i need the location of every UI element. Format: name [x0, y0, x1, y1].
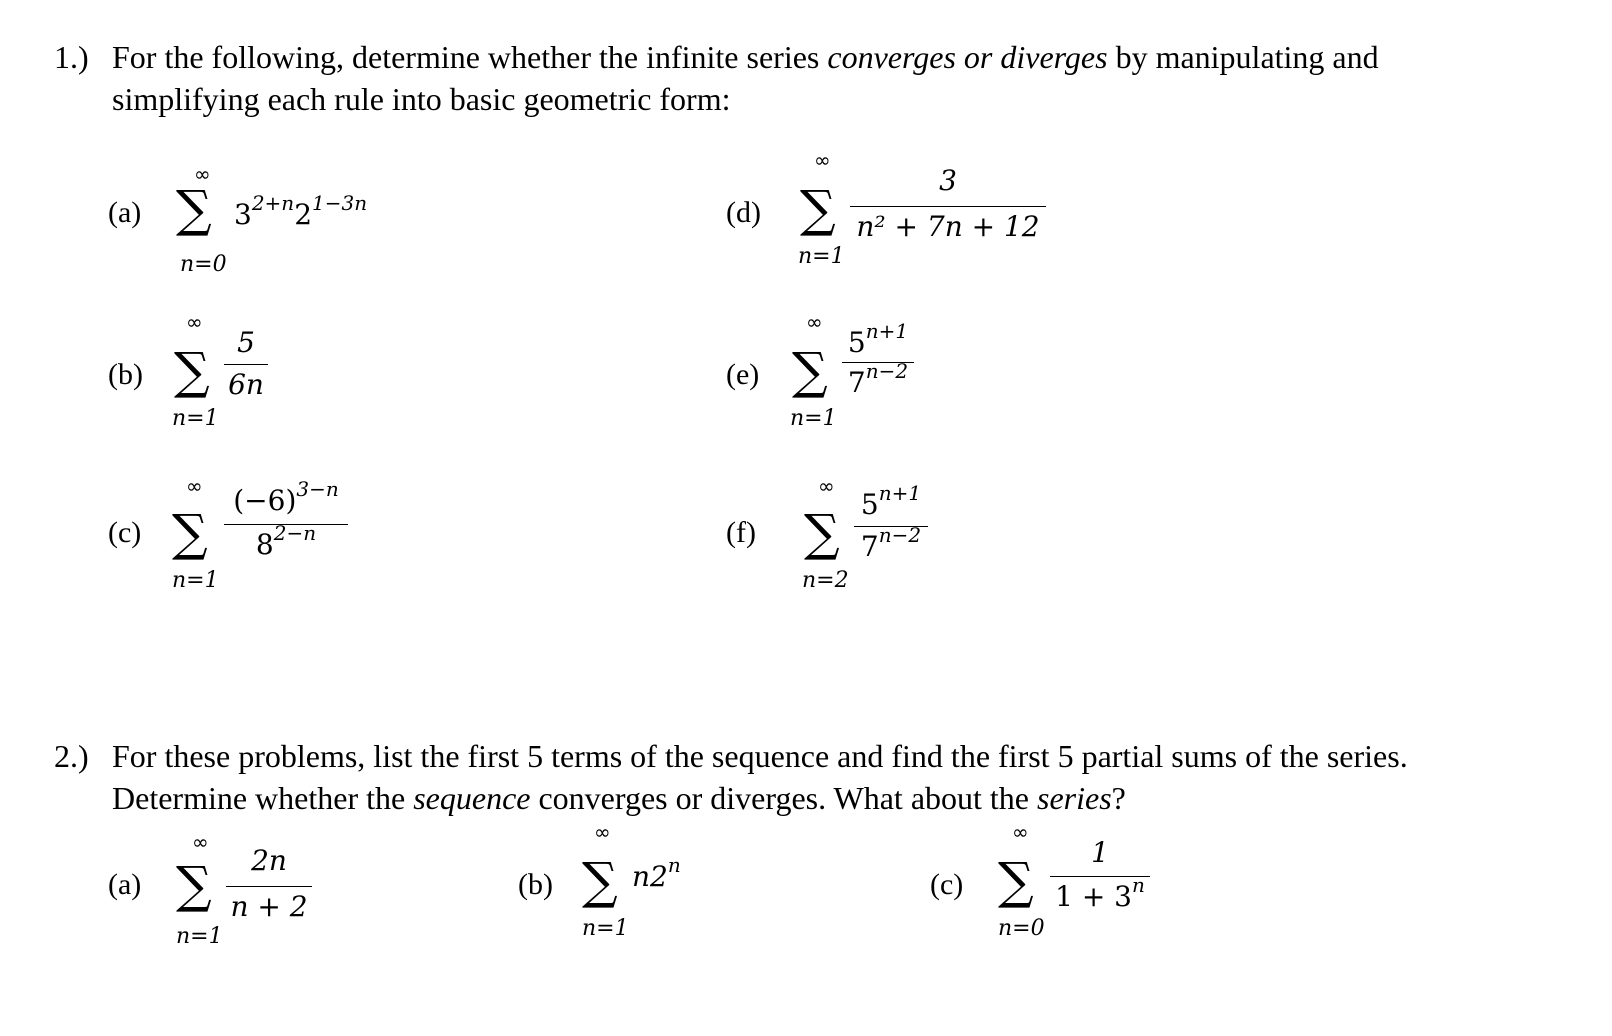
series-term: $3^{2+n}2^{1-3n}$ [234, 190, 368, 231]
fraction [224, 326, 268, 406]
fraction [854, 480, 928, 568]
question-1 [54, 36, 1594, 120]
fraction [224, 476, 348, 566]
sum-upper-limit: ∞ [194, 162, 211, 186]
question-2-number: 2.) [54, 738, 89, 774]
emphasis-converges-or-diverges: converges or diverges [827, 39, 1108, 75]
sum-upper-limit: ∞ [818, 474, 835, 498]
question-1-number: 1.) [54, 39, 89, 75]
sum-upper-limit: ∞ [192, 830, 209, 854]
numerator: 1 [1091, 836, 1109, 869]
problem-1d-label: (d) [726, 196, 761, 229]
fraction-bar [224, 364, 268, 365]
numerator: 5 [237, 326, 255, 359]
summation-sign: ∑ [176, 856, 212, 914]
fraction-bar [226, 886, 312, 887]
numerator: 3 [939, 164, 957, 197]
sum-upper-limit: ∞ [806, 310, 823, 334]
sum-upper-limit: ∞ [1012, 820, 1029, 844]
summation-sign: ∑ [582, 852, 618, 910]
series-term: n2$^n$ [632, 852, 681, 893]
sum-lower-limit: n=1 [582, 916, 629, 941]
fraction [850, 164, 1046, 248]
fraction [226, 844, 312, 928]
sum-lower-limit: n=1 [790, 406, 837, 431]
problem-1f-label: (f) [726, 516, 756, 549]
problem-2c-label: (c) [930, 868, 964, 901]
sum-upper-limit: ∞ [186, 310, 203, 334]
question-2 [54, 735, 1594, 819]
problem-1b-label: (b) [108, 358, 143, 391]
problem-1a-label: (a) [108, 196, 142, 229]
emphasis-series: series [1037, 780, 1112, 816]
sum-lower-limit: n=1 [176, 924, 223, 949]
summation-sign: ∑ [174, 342, 210, 400]
sum-upper-limit: ∞ [814, 148, 831, 172]
sum-lower-limit: n=1 [172, 406, 219, 431]
summation-sign: ∑ [172, 504, 208, 562]
sum-lower-limit: n=0 [180, 252, 227, 277]
summation-sign: ∑ [800, 180, 836, 238]
denominator: n² + 7n + 12 [856, 210, 1040, 243]
question-2-line-2: Determine whether the sequence converges or diverges. What about the series? [112, 780, 1126, 816]
sum-upper-limit: ∞ [594, 820, 611, 844]
problem-1c-label: (c) [108, 516, 142, 549]
numerator: $5^{n+1}$ [860, 480, 922, 521]
denominator: $1 + 3^n$ [1055, 872, 1145, 913]
sum-upper-limit: ∞ [186, 474, 203, 498]
summation-sign: ∑ [804, 504, 840, 562]
question-2-line-1: For these problems, list the first 5 terms of the sequence and find the first 5 partial sums of the series. [112, 738, 1408, 774]
denominator: n + 2 [230, 890, 308, 923]
question-1-line-2: simplifying each rule into basic geometric form: [112, 81, 731, 117]
denominator: 6n [228, 368, 264, 401]
fraction [842, 318, 914, 406]
numerator: $5^{n+1}$ [847, 318, 909, 359]
problem-1e-label: (e) [726, 358, 760, 391]
fraction [1050, 836, 1150, 920]
sum-lower-limit: n=2 [802, 568, 849, 593]
fraction-bar [850, 206, 1046, 207]
summation-sign: ∑ [792, 342, 828, 400]
summation-sign: ∑ [176, 180, 212, 238]
denominator: $8^{2-n}$ [255, 520, 317, 561]
emphasis-sequence: sequence [413, 780, 531, 816]
sum-lower-limit: n=1 [798, 244, 845, 269]
numerator: $(-6)^{3-n}$ [233, 476, 339, 517]
problem-2a-label: (a) [108, 868, 142, 901]
question-1-line-1: For the following, determine whether the infinite series converges or diverges by manipulating and [112, 39, 1379, 75]
denominator: $7^{n-2}$ [860, 522, 922, 563]
denominator: $7^{n-2}$ [847, 358, 909, 399]
numerator: 2n [251, 844, 287, 877]
sum-lower-limit: n=1 [172, 568, 219, 593]
problem-2b-label: (b) [518, 868, 553, 901]
sum-lower-limit: n=0 [998, 916, 1045, 941]
summation-sign: ∑ [998, 852, 1034, 910]
